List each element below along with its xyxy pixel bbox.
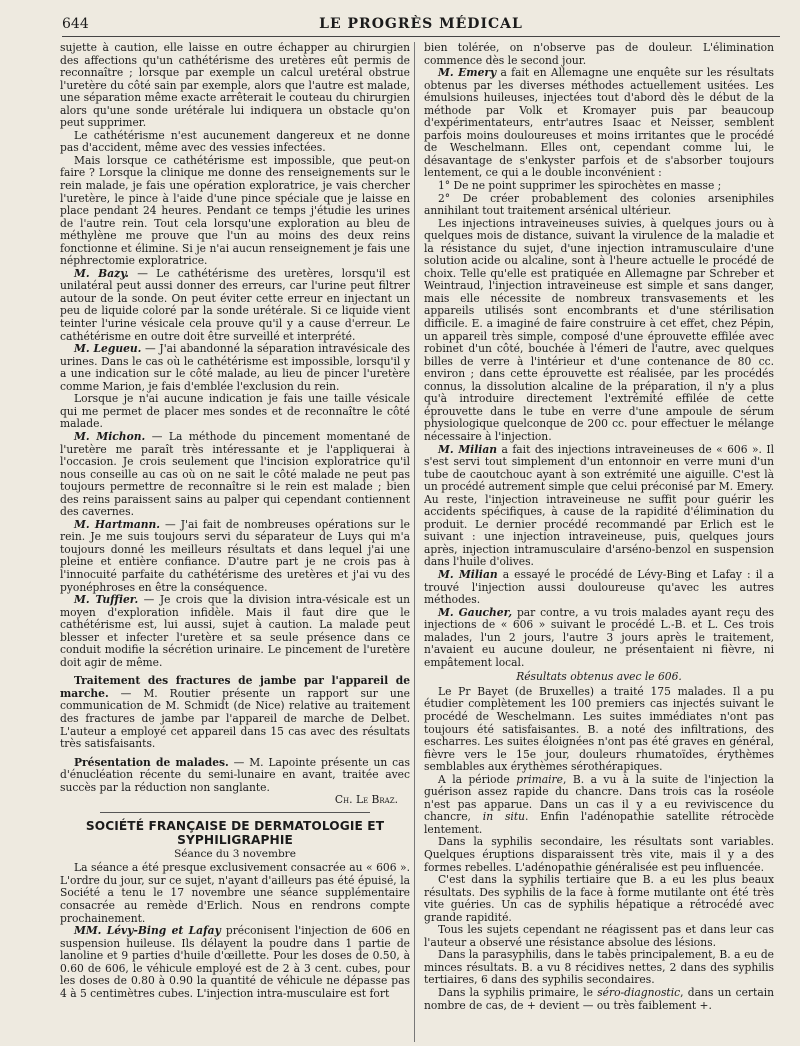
- text-run: in situ: [482, 810, 526, 824]
- signature: Ch. Le Braz.: [334, 793, 398, 807]
- paragraph: Mais lorsque ce cathétérisme est impossible, que peut-on faire ? Lorsque la clinique me donne des renseignements sur le rein malade, je fais une opération exploratrice, je vais chercher l'uretère, le pince à l'aide d'une pince spéciale que je laisse en place pendant 24 heures. Pendant ce temps j'étudie les urines de l'autre rein. Tout cela lorsqu'une exploration au bleu de méthylène me prouve que l'un au moins des deux reins fonctionne et élimine. Si je n'ai aucun renseignement je fais une néphrectomie exploratrice.: [60, 153, 410, 268]
- text-run: A la période: [438, 772, 517, 786]
- paragraph: Lorsque je n'ai aucune indication je fais une taille vésicale qui me permet de placer mes sondes et de reconnaître le côté malade.: [60, 392, 410, 431]
- section-rule: [100, 812, 370, 813]
- paragraph-levy: [60, 925, 410, 1000]
- paragraph: La séance a été presque exclusivement consacrée au « 606 ». L'ordre du jour, sur ce sujet, n'ayant d'ailleurs pas été épuisé, la Société a tenu le 17 novembre une séance supplémentaire consacrée au remède d'Erlich. Nous en rendrons compte prochainement.: [60, 861, 410, 925]
- paragraph-legueu: [60, 343, 410, 393]
- paragraph-emery: [424, 67, 774, 180]
- section-subtitle: Traitement des fractures de jambe par l'appareil de marche.: [60, 674, 410, 700]
- speaker-text: — Je crois que la division intra-vésicale est un moyen d'exploration infidèle. Mais il faut dire que le cathétérisme est, lui aussi, sujet à caution. La malade peut blesser et infecter l'uretère et sa seule présence dans ce conduit modifie la sécrétion urinaire. Le pincement de l'uretère doit agir de même.: [60, 593, 410, 669]
- text-run: primaire: [516, 772, 563, 786]
- text-run: séro-diagnostic: [597, 986, 681, 1000]
- dash: —: [108, 686, 144, 700]
- speaker-name: M. Milian: [438, 442, 498, 456]
- speaker-name: M. Bazy.: [74, 266, 129, 280]
- speaker-text: a fait en Allemagne une enquête sur les résultats obtenus par les diverses méthodes actuellement usitées. Les émulsions huileuses, injectées tout d'abord dès le début de la méthode par Volk et Kromayer puis par beaucoup d'expérimentateurs, entr'autres Isaac et Neisser, semblent parfois moins douloureuses et moins irritantes que le procédé de Weschelmann. Elles ont, cependant comme lui, le désavantage de s'enkyster parfois et de s'absorber toujours lentement, ce qui a le double inconvénient :: [424, 66, 774, 180]
- paragraph: C'est dans la syphilis tertiaire que B. a eu les plus beaux résultats. Des syphilis de la face à forme mutilante ont été très vite guéries. Un cas de syphilis hépatique a rétrocédé avec grande rapidité.: [424, 873, 774, 924]
- speaker-text: — Le cathétérisme des uretères, lorsqu'il est unilatéral peut aussi donner des erreurs, car l'urine peut filtrer autour de la sonde. On peut éviter cette erreur en injectant un peu de liquide coloré par la sonde urétérale. Si ce liquide vient teinter l'urine vésicale cela prouve qu'il y a cause d'erreur. Le cathétérisme en outre doit être surveillé et interprété.: [60, 266, 410, 343]
- paragraph-tuffier: [60, 594, 410, 669]
- paragraph-bazy: [60, 268, 410, 343]
- section-text: — M. Lapointe présente un cas d'énucléation récente du semi-lunaire en avant, traitée avec succès par la réduction non sanglante.: [60, 755, 410, 794]
- speaker-name: M. Tuffier.: [74, 593, 139, 607]
- paragraph-gaucher: [424, 607, 774, 670]
- speaker-text: a fait des injections intraveineuses de « 606 ». Il s'est servi tout simplement d'un entonnoir en verre muni d'un tube de caoutchouc ayant à son extrémité une aiguille. C'est là un procédé autrement simple que celui préconisé par M. Emery. Au reste, l'injection intraveineuse ne suffit pour guérir les accidents spécifiques, à cause de la rapidité d'élimination du produit. Le dernier procédé recommandé par Erlich est le suivant : une injection intraveineuse, puis, quelques jours après, injection intramusculaire d'arséno-benzol en suspension dans l'huile d'olives.: [424, 442, 774, 569]
- paragraph-milian-2: [424, 569, 774, 607]
- paragraph: sujette à caution, elle laisse en outre échapper au chirurgien des affections qu'un cathétérisme des uretères eût permis de reconnaître ; lorsque par exemple un calcul uretéral obstrue l'uretère du côté sain par exemple, alors que l'autre est malade, une séparation même exacte arrêterait le couteau du chirurgien alors qu'une sonde urétérale lui indiquera un obstacle qu'on peut supprimer.: [60, 42, 410, 130]
- paragraph: bien tolérée, on n'observe pas de douleur. L'élimination commence dès le second jour.: [424, 42, 774, 67]
- section-subheading: Résultats obtenus avec le 606.: [516, 670, 682, 684]
- speaker-name: M. Milian: [438, 567, 498, 581]
- paragraph-traitement: [60, 675, 410, 750]
- paragraph-milian: [424, 444, 774, 569]
- journal-title: LE PROGRÈS MÉDICAL: [319, 16, 523, 32]
- speaker-text: — J'ai abandonné la séparation intravésicale des urines. Dans le cas où le cathétérisme est impossible, lorsqu'il y a une indication sur le côté malade, au lieu de pincer l'uretère comme Marion, je fais d'emblée l'exclusion du rein.: [60, 342, 410, 393]
- speaker-name: M. Emery: [438, 66, 497, 80]
- paragraph: Le Pr Bayet (de Bruxelles) a traité 175 malades. Il a pu étudier complètement les 100 premiers cas injectés suivant le procédé de Weschelmann. Les suites immédiates n'ont pas toujours été satisfaisantes. B. a noté des infiltrations, des escharres. Les suites éloignées n'ont pas été graves en général, fièvre vers le 15e jour, douleurs rhumatoïdes, érythèmes semblables aux érythèmes sérothérapiques.: [424, 684, 774, 774]
- text-run: , dans un certain nombre de cas, de + devient — ou très faiblement +.: [424, 986, 774, 1012]
- paragraph: Tous les sujets cependant ne réagissent pas et dans leur cas l'auteur a observé une résistance absolue des lésions.: [424, 923, 774, 949]
- page-header: [62, 14, 780, 37]
- page-number: 644: [62, 16, 89, 32]
- right-column: [424, 42, 774, 1042]
- column-divider: [414, 42, 415, 1042]
- speaker-text: préconisent l'injection de 606 en suspension huileuse. Ils délayent la poudre dans 1 partie de lanoline et 9 parties d'huile d'œillette. Pour les doses de 0.50, à 0.60 de 606, le véhicule employé est de 2 à 3 cent. cubes, pour les doses de 0.80 à 0.90 la quantité de véhicule ne dépasse pas 4 à 5 centimètres cubes. L'injection intra-musculaire est fort: [60, 924, 410, 1000]
- paragraph: Dans la parasyphilis, dans le tabès principalement, B. a eu de minces résultats. B. a vu 8 récidives nettes, 2 dans des syphilis tertiaires, 6 dans des syphilis secondaires.: [424, 948, 774, 987]
- paragraph-primaire: [424, 774, 774, 837]
- text-run: , B. a vu à la suite de l'injection la guérison assez rapide du chancre. Dans trois cas la roséole n'est pas apparue. Dans un cas il y a eu reviviscence du chancre,: [424, 772, 774, 824]
- section-subtitle: Présentation de malades.: [74, 755, 229, 769]
- text-run: . Enfin l'adénopathie satellite rétrocède lentement.: [424, 810, 774, 836]
- speaker-name: M. Hartmann.: [74, 517, 161, 531]
- speaker-text: a essayé le procédé de Lévy-Bing et Lafay : il a trouvé l'injection aussi douloureuse qu'avec les autres méthodes.: [424, 567, 774, 607]
- paragraph-presentation: [60, 757, 410, 795]
- speaker-name: MM. Lévy-Bing et Lafay: [74, 924, 221, 938]
- session-date: Séance du 3 novembre: [174, 847, 296, 860]
- paragraph-michon: [60, 431, 410, 519]
- paragraph: Le cathétérisme n'est aucunement dangereux et ne donne pas d'accident, même avec des vessies infectées.: [60, 128, 410, 155]
- text-run: Dans la syphilis primaire, le: [438, 986, 598, 1000]
- society-title: SOCIÉTÉ FRANÇAISE DE DERMATOLOGIE ET SYPHILIGRAPHIE: [85, 818, 385, 847]
- paragraph: Les injections intraveineuses suivies, à quelques jours ou à quelques mois de distance, suivant la virulence de la maladie et la résistance du sujet, d'une injection intramusculaire d'une solution acide ou alcaline, sont à l'heure actuelle le procédé de choix. Telle qu'elle est pratiquée en Allemagne par Schreber et Weintraud, l'injection intraveineuse est simple et sans danger, mais elle nécessite de nombreux transvasements et les appareils utilisés sont encombrants et d'une stérilisation difficile. E. a imaginé de faire construire à cet effet, chez Pépin, un appareil très simple, composé d'une éprouvette effilée avec robinet d'un côté, bouchée à l'émeri de l'autre, avec quelques billes de verre à l'intérieur et d'une contenance de 80 cc. environ ; dans cette éprouvette est réalisée, par les procédés connus, la dissolution alcaline de la préparation, il n'y a plus qu'à introduire directement l'extrémité effilée de cette éprouvette dans le tube en verre d'une ampoule de sérum physiologique quelconque de 200 cc. pour effectuer le mélange nécessaire à l'injection.: [424, 216, 774, 443]
- paragraph-hartmann: [60, 519, 410, 594]
- speaker-name: M. Michon.: [74, 429, 146, 443]
- paragraph-sero: [424, 987, 774, 1012]
- speaker-name: M. Legueu.: [74, 342, 142, 356]
- list-item: 2° De créer probablement des colonies arseniphiles annihilant tout traitement arsénical ultérieur.: [424, 191, 774, 218]
- speaker-text: par contre, a vu trois malades ayant reçu des injections de « 606 » suivant le procédé L.-B. et L. Ces trois malades, l'un 2 jours, l'autre 3 jours après le traitement, n'avaient eu aucune douleur, ne présentaient ni fièvre, ni empâtement local.: [424, 605, 774, 669]
- speaker-text: — J'ai fait de nombreuses opérations sur le rein. Je me suis toujours servi du séparateur de Luys qui m'a toujours donné les meilleurs résultats et dans lequel j'ai une pleine et entière confiance. D'autre part je ne crois pas à l'innocuité parfaite du cathétérisme des uretères et j'ai vu des pyonéphroses en être la conséquence.: [60, 517, 410, 594]
- left-column: [60, 42, 410, 1042]
- paragraph: Dans la syphilis secondaire, les résultats sont variables. Quelques éruptions disparaissent très vite, mais il y a des formes rebelles. L'adénopathie généralisée est peu influencée.: [424, 835, 774, 874]
- speaker-name: M. Gaucher,: [438, 605, 513, 619]
- section-text: M. Routier présente un rapport sur une communication de M. Schmidt (de Nice) relative au traitement des fractures de jambe par l'appareil de marche de Delbet. L'auteur a employé cet appareil dans 15 cas avec des résultats très satisfaisants.: [60, 686, 410, 751]
- speaker-text: — La méthode du pincement momentané de l'uretère me paraît très intéressante et je l'appliquerai à l'occasion. Je crois seulement que l'incision exploratrice qu'il nous conseille au cas où on ne sait le côté malade ne peut pas toujours permettre de reconnaître si le rein est malade ; bien des reins paraissent sains au palper qui cependant contiennent des cavernes.: [60, 429, 410, 519]
- list-item: 1° De ne point supprimer les spirochètes en masse ;: [438, 179, 722, 193]
